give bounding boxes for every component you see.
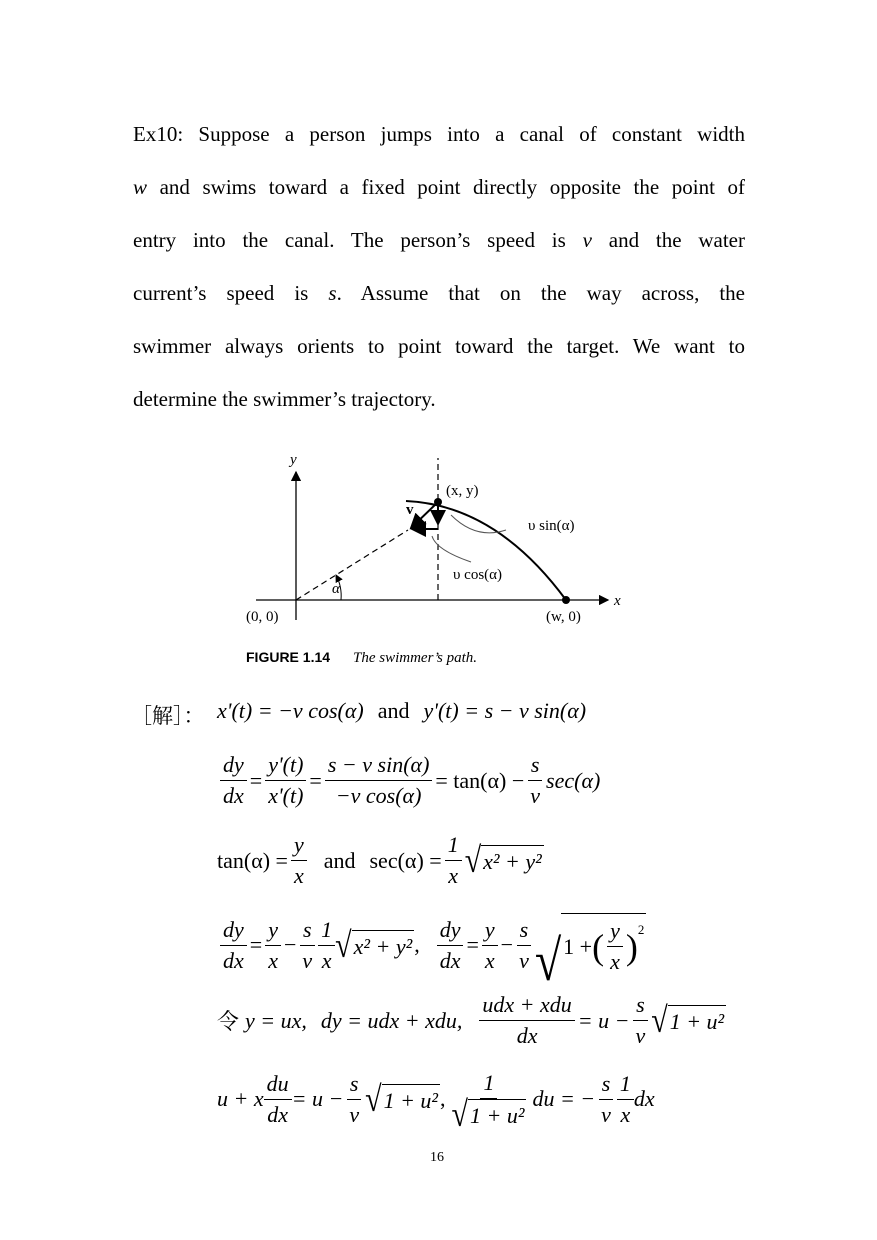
text: current’s speed is (133, 281, 329, 305)
figure-number: FIGURE 1.14 (246, 649, 331, 665)
math: 1 (318, 915, 335, 946)
vcos-label: υ cos(α) (453, 567, 503, 583)
math: dx (223, 947, 244, 973)
math: 1 (480, 1068, 497, 1099)
math: dx (267, 1101, 288, 1127)
math: du (264, 1069, 292, 1100)
math: 1 (445, 830, 462, 861)
math: − (283, 932, 297, 957)
math: s (599, 1069, 614, 1100)
math: 1 + u² (382, 1084, 440, 1115)
math: s (517, 915, 532, 946)
math: , (440, 1086, 446, 1111)
math: v (635, 1023, 646, 1048)
math: x (293, 863, 304, 888)
math: x (321, 947, 332, 973)
math: du = − (532, 1086, 596, 1111)
math: 1 + u² (468, 1099, 526, 1130)
var: w (133, 175, 148, 199)
text-line (133, 273, 745, 326)
page-number: 16 (430, 1150, 444, 1165)
math: − (500, 932, 514, 957)
math: x (448, 863, 459, 888)
line-of-sight (296, 530, 408, 600)
math: x'(t) (268, 783, 304, 808)
equation-1 (217, 698, 586, 724)
text: and (323, 847, 356, 873)
origin-label: (0, 0) (246, 609, 279, 625)
math: = (466, 932, 479, 957)
math: 1 (617, 1069, 634, 1100)
math: dy (220, 915, 247, 946)
math: tan(α) = (217, 847, 288, 873)
math: x² + y² (352, 930, 415, 961)
figure-caption: The swimmer’s path. (353, 650, 478, 666)
math: y (482, 915, 498, 946)
equation-4 (217, 913, 646, 994)
text-line (133, 167, 745, 220)
math: dy (437, 915, 464, 946)
math: dx (633, 1086, 655, 1111)
math: y (607, 916, 623, 947)
text-line (133, 220, 745, 273)
math: = (249, 767, 263, 793)
text: . Assume that on the way across, the (336, 281, 745, 305)
text: and (377, 698, 410, 723)
math: v (601, 1101, 611, 1127)
velocity-label: v (406, 502, 414, 518)
equation-6 (217, 1068, 655, 1135)
sqrt: √ x² + y² (335, 925, 413, 965)
math: 1 + (563, 933, 593, 959)
sqrt: √ 1 + ( $\frac{y}{x}$ ) $^2$ (535, 913, 647, 977)
math: s (633, 990, 648, 1021)
text-line: Ex10: Suppose a person jumps into a canal of constant width (133, 122, 745, 146)
sqrt: √ 1 + u² (451, 1094, 525, 1135)
target-point (562, 596, 570, 604)
math: = u − (577, 1007, 630, 1033)
math: udx + xdu (479, 990, 574, 1021)
math: s (528, 750, 543, 781)
math: y'(t) = s − v sin(α) (423, 698, 587, 723)
text: and swims toward a fixed point directly opposite the point of (147, 175, 745, 199)
math: 1 + u² (668, 1005, 726, 1036)
var: v (582, 228, 592, 252)
math: = u − (291, 1086, 344, 1111)
math: dy (220, 750, 247, 781)
text-line: swimmer always orients to point toward the target. We want to (133, 334, 745, 358)
math: x (268, 947, 278, 973)
math: x (484, 947, 495, 973)
math: y (265, 915, 281, 946)
math: dx (439, 947, 461, 973)
equation-3 (217, 830, 544, 891)
math: s − v sin(α) (325, 750, 433, 781)
vsin-label: υ sin(α) (528, 518, 575, 534)
problem-statement (133, 114, 745, 432)
math: y = ux, (245, 1007, 307, 1033)
sqrt: √ x² + y² (464, 840, 542, 881)
velocity-vector (411, 502, 438, 528)
math: sec(α) = (369, 847, 442, 873)
math: = (309, 767, 322, 793)
math: u + x (217, 1086, 264, 1111)
equation-2 (217, 750, 600, 811)
math: 2 (637, 922, 645, 937)
math: −v cos(α) (335, 783, 422, 808)
math: y'(t) (265, 750, 306, 781)
trajectory-curve (406, 501, 566, 600)
math: s (300, 915, 315, 946)
math: y (291, 830, 307, 861)
sqrt: √ 1 + u² (365, 1079, 439, 1119)
math: v (519, 947, 529, 973)
math: x'(t) = −v cos(α) (217, 698, 364, 723)
math: , (414, 932, 420, 957)
point-label: (x, y) (446, 483, 479, 499)
equation-5 (217, 990, 726, 1051)
solution-label: ［解］： (131, 704, 205, 728)
text: and the water (591, 228, 745, 252)
math: s (347, 1069, 362, 1100)
math: = tan(α) − (435, 767, 525, 793)
text: entry into the canal. The person’s speed is (133, 228, 583, 252)
math: dy = udx + xdu, (320, 1007, 463, 1033)
math: x² + y² (481, 845, 544, 876)
math: = (249, 932, 263, 957)
swimmer-path-figure (236, 450, 656, 675)
y-axis-label: y (290, 452, 297, 468)
leader-line (451, 515, 506, 533)
var: s (328, 281, 337, 305)
math: v (349, 1101, 360, 1127)
math: sec(α) (546, 767, 601, 793)
math: x (620, 1101, 631, 1127)
x-axis-label: x (614, 593, 621, 609)
text-line: determine the swimmer’s trajectory. (133, 387, 436, 411)
text: 令 (217, 1009, 240, 1034)
sqrt: √ 1 + u² (651, 1000, 725, 1041)
math: dx (516, 1023, 538, 1048)
math: dx (223, 783, 244, 808)
math: v (530, 783, 541, 808)
math: x (610, 949, 620, 974)
end-label: (w, 0) (546, 609, 581, 625)
math: v (302, 947, 313, 973)
alpha-label: α (332, 581, 340, 597)
